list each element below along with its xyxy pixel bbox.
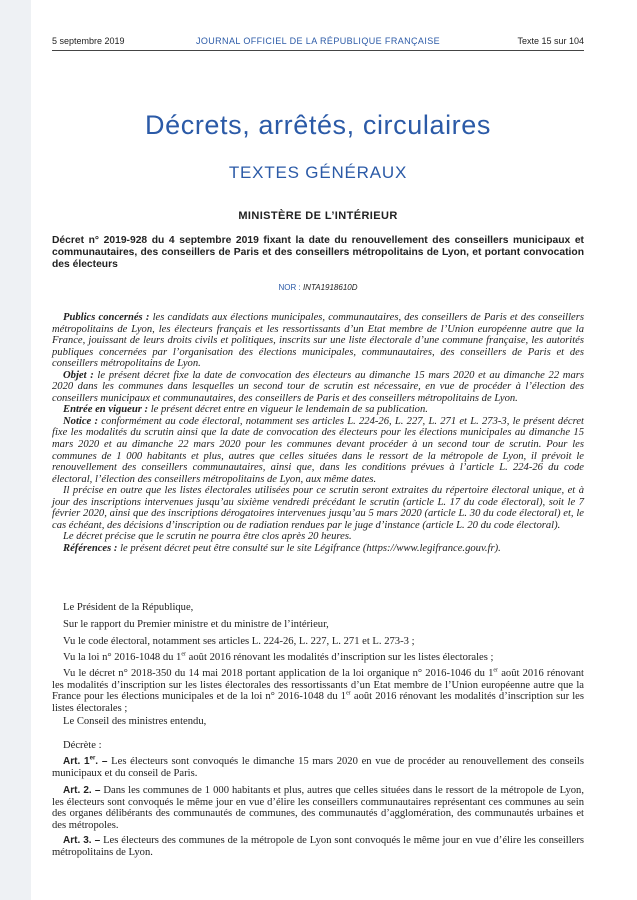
visas-vu-3 [52,668,584,714]
decrete-line: Décrète : [63,740,102,751]
header-journal-title: JOURNAL OFFICIEL DE LA RÉPUBLIQUE FRANÇAISE [195,36,441,46]
abstract-objet [52,370,584,405]
article-1-para [52,756,584,779]
section-title: Décrets, arrêtés, circulaires [145,110,491,140]
article-2-text: Dans les communes de 1 000 habitants et plus, autres que celles situées dans le ressort de la métropole de Lyon, les électeurs sont convoqués le même jour en vue d’élire les conseillers communautaires représentant ces communes au sein des organes délibérants des communautés de communes, des communautés d’agglomération, des communautés urbaines et des métropoles. [52,785,584,831]
president-line: Le Président de la République, [63,602,194,613]
article-1-label-sup: er [89,755,96,762]
article-3-text: Les électeurs des communes de la métropole de Lyon sont convoqués le même jour en vue d’élire les conseillers métropolitains de Lyon. [52,835,584,858]
vu-loi-2016-1048 [52,652,584,664]
abstract-references [52,543,584,555]
article-1-label-b: . – [95,756,108,767]
notice-label: Notice : [63,415,99,427]
article-1-text: Les électeurs sont convoqués le dimanche 15 mars 2020 en vue de procéder au renouvellement des conseils municipaux et du conseil de Paris. [52,756,584,779]
vu2-text-a: Vu la loi n° 2016-1048 du 1 [63,652,182,663]
subsection-title: TEXTES GÉNÉRAUX [228,163,408,182]
vu-code-electoral: Vu le code électoral, notamment ses articles L. 224-26, L. 227, L. 271 et L. 273-3 ; [63,636,415,647]
vu-decret-2018-350 [52,668,584,714]
article-1 [52,756,584,779]
decree-title: Décret n° 2019-928 du 4 septembre 2019 fixant la date du renouvellement des conseillers municipaux et communautaires, des conseillers de Paris et des conseillers métropolitains de Lyon, et portant convocation des électeurs [52,235,584,270]
abstract-notice [52,416,584,485]
conseil-line: Le Conseil des ministres entendu, [63,716,207,727]
notice-text: conformément au code électoral, notamment ses articles L. 224-26, L. 227, L. 271 et L. 273-3, le présent décret fixe les modalités du scrutin ainsi que la date de convocation des électeurs pour les élections municipales au dimanche 15 mars 2020 et au dimanche 22 mars 2020 pour les communes devant procéder à un second tour de scrutin. Pour les communes de 1 000 habitants et plus, autres que celles situées dans le ressort de la métropole de Lyon, il prévoit le renouvellement des conseillers communautaires, ainsi que, dans les conditions prévues à l’article L. 224-26 du code électoral, l’élection des conseillers métropolitains de Lyon, aux même dates. [52,415,584,485]
article-3-para [52,835,584,858]
header-text-counter: Texte 15 sur 104 [517,36,584,46]
article-3 [52,835,584,858]
ministry-name: MINISTÈRE DE L’INTÉRIEUR [238,210,398,222]
abstract-precise: Il précise en outre que les listes électorales utilisées pour ce scrutin seront extraites du répertoire électoral unique, et à jour des inscriptions intervenues jusqu’au sixième vendredi précédant le scrutin (article L. 17 du code électoral), soit le 7 février 2020, ainsi que des inscriptions dérogatoires intervenues jusqu’au 5 mars 2020 (article L. 30 du code électoral) et, le cas échéant, des décisions d’inscription ou de radiation rendues par le juge d’instance (article L. 20 du code électoral). [52,485,584,531]
abstract-precise-2: Le décret précise que le scrutin ne pourra être clos après 20 heures. [63,531,352,543]
entree-label: Entrée en vigueur : [63,404,149,416]
visas-vu-2 [52,652,584,664]
rapport-line: Sur le rapport du Premier ministre et du ministre de l’intérieur, [63,619,329,630]
header-date: 5 septembre 2019 [52,36,125,46]
entree-text: le présent décret entre en vigueur le lendemain de sa publication. [148,404,428,416]
vu2-sup: er [181,651,187,658]
abstract-entree [52,404,584,416]
visas-president [52,602,584,614]
article-2-label: Art. 2. – [63,785,101,796]
nor-code: INTA1918610D [302,283,358,292]
article-1-label-a: Art. 1 [63,756,90,767]
visas-vu-1 [52,636,584,648]
vu3-text-b: août 2016 rénovant les modalités d’inscription sur les listes électorales des ressortissants d’un Etat membre de l’Union européenne autre que la France pour les élections municipales et de la loi n° 2016-1048 du 1 [52,668,584,703]
left-margin-band [0,0,31,900]
references-label: Références : [63,542,118,554]
abstract-publics [52,312,584,370]
article-2 [52,785,584,831]
decree-abstract [52,312,584,554]
nor-reference [52,283,584,292]
nor-label: NOR : [278,283,303,292]
article-2-para [52,785,584,831]
vu2-text-b: août 2016 rénovant les modalités d’inscription sur les listes électorales ; [186,652,494,663]
header-rule [52,50,584,51]
article-3-label: Art. 3. – [63,835,101,846]
vu3-sup-2: er [346,690,351,697]
objet-text: le présent décret fixe la date de convocation des électeurs au dimanche 15 mars 2020 et au dimanche 22 mars 2020 dans les communes dans lesquelles un second tour de scrutin est nécessaire, en vue de procéder à l’élection des conseillers municipaux et communautaires, des conseillers de Paris et des conseillers métropolitains de Lyon. [52,369,584,404]
decrete-line-wrap [52,740,584,752]
visas-rapport [52,619,584,631]
vu3-text-a: Vu le décret n° 2018-350 du 14 mai 2018 portant application de la loi organique n° 2016-1046 du 1 [63,668,494,679]
page-header [52,30,584,50]
objet-label: Objet : [63,369,94,381]
vu3-sup-1: er [493,667,499,674]
article-1-label [63,756,107,767]
visas-conseil [52,716,584,728]
vu3-text-c: août 2016 rénovant les modalités d’inscription sur les listes électorales ; [52,691,584,714]
publics-label: Publics concernés : [63,312,150,323]
publics-text: les candidats aux élections municipales, communautaires, des conseillers de Paris et des conseillers métropolitains de Lyon, les électeurs français et les ressortissants d’un Etat membre de l’Union européenne autre que la France, jouissant de leurs droits civils et politiques, inscrits sur une liste électorale d’une commune française, les autorités publiques concernées par l’organisation des élections municipales, communautaires, des conseillers de Paris et des conseillers métropolitains de Lyon. [52,312,584,370]
references-text: le présent décret peut être consulté sur le site Légifrance (https://www.legifrance.gouv.fr). [117,542,501,554]
